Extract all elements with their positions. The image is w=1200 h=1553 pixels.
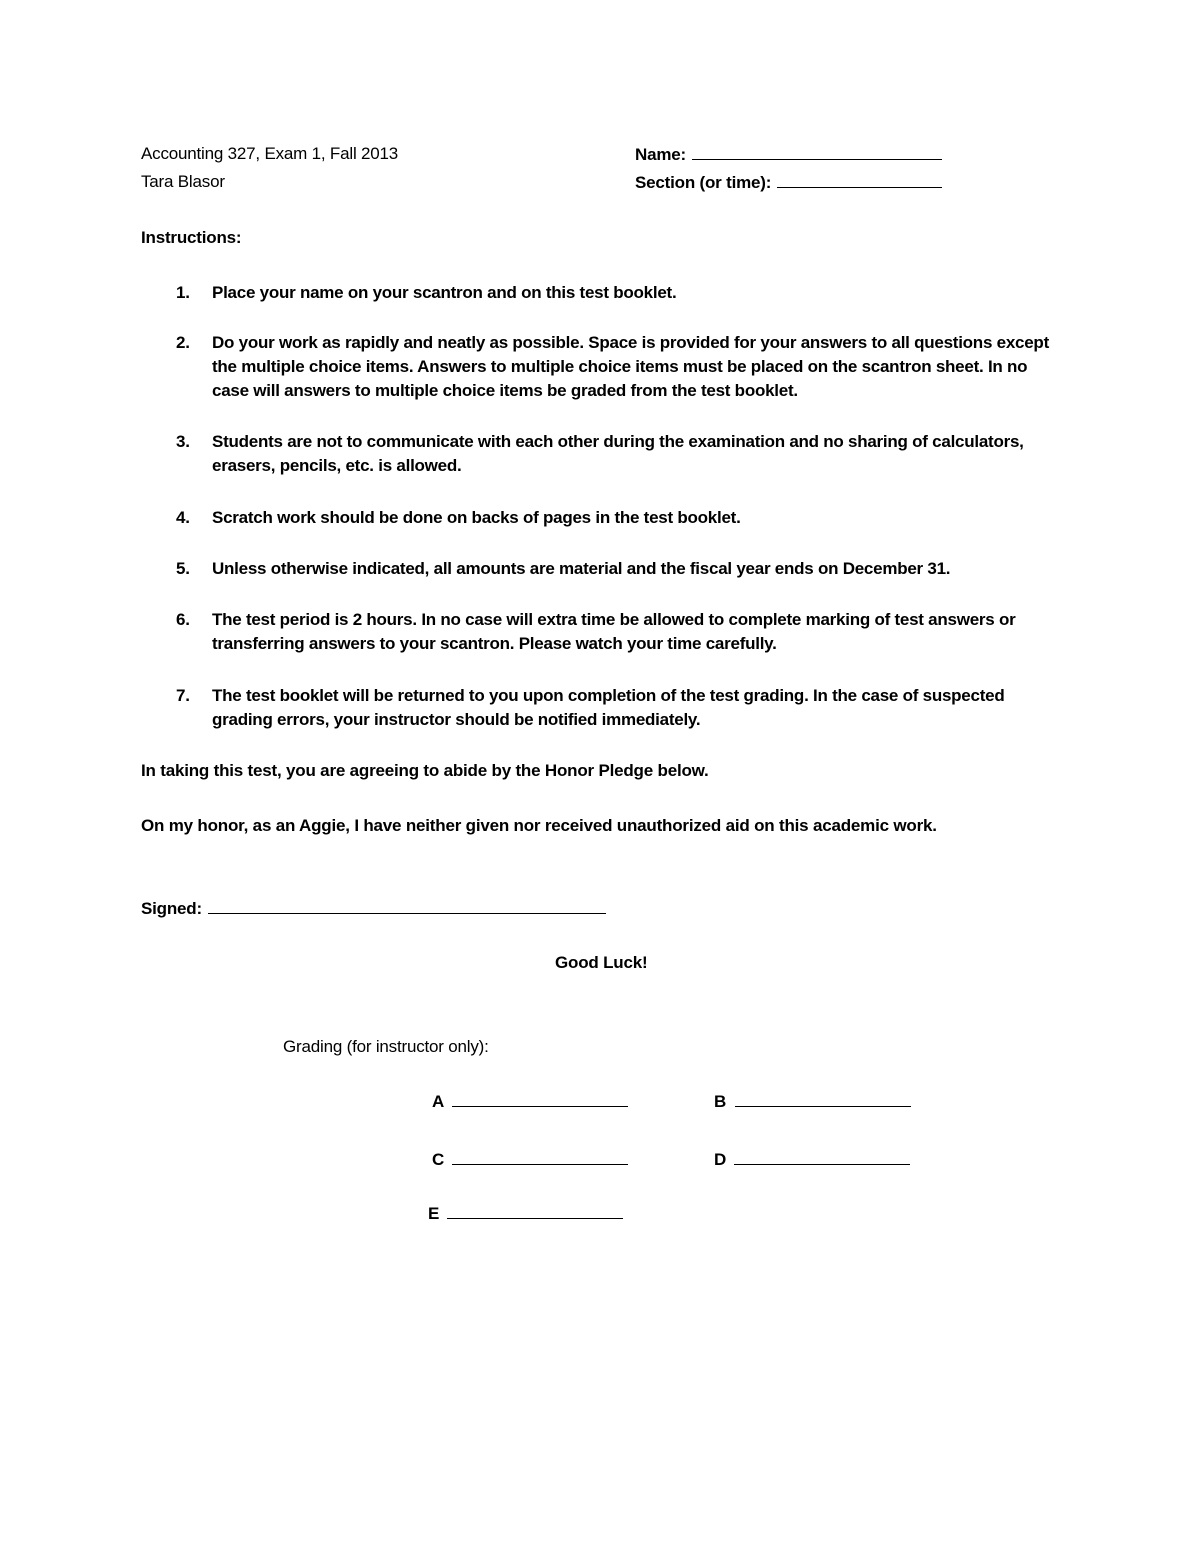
- instruction-number: 6.: [176, 610, 190, 629]
- signed-label: Signed:: [141, 899, 202, 918]
- instruction-number: 5.: [176, 559, 190, 578]
- grade-row-e: [428, 1201, 623, 1226]
- grade-label-e: E: [428, 1204, 440, 1223]
- instruction-text: The test period is 2 hours. In no case will extra time be allowed to complete marking of test answers or transferring answers to your scantron. Please watch your time carefully.: [212, 610, 1016, 653]
- section-field-row: [635, 170, 942, 195]
- grade-label-c: C: [432, 1150, 445, 1169]
- grading-heading: Grading (for instructor only):: [283, 1037, 489, 1056]
- name-label: Name:: [635, 145, 686, 164]
- name-blank-line[interactable]: [692, 142, 942, 160]
- instruction-text: Do your work as rapidly and neatly as possible. Space is provided for your answers to all questions except the multiple choice items. Answers to multiple choice items must be placed on the scantron sheet. In no case will answers to multiple choice items be graded from the test booklet.: [212, 333, 1049, 400]
- grade-row-b: [714, 1089, 911, 1114]
- instruction-text: Students are not to communicate with each other during the examination and no sharing of calculators, erasers, pencils, etc. is allowed.: [212, 432, 1024, 475]
- signature-blank-line[interactable]: [208, 896, 606, 914]
- grade-blank-a[interactable]: [452, 1089, 628, 1107]
- instructions-heading: Instructions:: [141, 228, 242, 247]
- instruction-text: Unless otherwise indicated, all amounts are material and the fiscal year ends on December 31.: [212, 559, 951, 578]
- instruction-number: 2.: [176, 333, 190, 352]
- instruction-text: The test booklet will be returned to you upon completion of the test grading. In the case of suspected grading errors, your instructor should be notified immediately.: [212, 686, 1005, 729]
- grade-blank-c[interactable]: [452, 1147, 628, 1165]
- section-label: Section (or time):: [635, 173, 772, 192]
- grade-row-a: [432, 1089, 628, 1114]
- course-title: Accounting 327, Exam 1, Fall 2013: [141, 144, 399, 163]
- grade-row-c: [432, 1147, 628, 1172]
- instruction-number: 3.: [176, 432, 190, 451]
- pledge-intro: In taking this test, you are agreeing to abide by the Honor Pledge below.: [141, 761, 709, 780]
- instruction-text: Place your name on your scantron and on this test booklet.: [212, 283, 677, 302]
- instruction-text: Scratch work should be done on backs of pages in the test booklet.: [212, 508, 741, 527]
- instructor-name: Tara Blasor: [141, 172, 225, 191]
- signature-row: [141, 896, 606, 921]
- grade-blank-e[interactable]: [447, 1201, 623, 1219]
- grade-label-a: A: [432, 1092, 445, 1111]
- instruction-number: 7.: [176, 686, 190, 705]
- grade-blank-d[interactable]: [734, 1147, 910, 1165]
- grade-label-b: B: [714, 1092, 727, 1111]
- grade-row-d: [714, 1147, 910, 1172]
- grade-blank-b[interactable]: [735, 1089, 911, 1107]
- instruction-number: 1.: [176, 283, 190, 302]
- pledge-statement: On my honor, as an Aggie, I have neither given nor received unauthorized aid on this academic work.: [141, 816, 937, 835]
- good-luck-text: Good Luck!: [555, 953, 648, 972]
- grade-label-d: D: [714, 1150, 727, 1169]
- name-field-row: [635, 142, 942, 167]
- section-blank-line[interactable]: [777, 170, 942, 188]
- instruction-number: 4.: [176, 508, 190, 527]
